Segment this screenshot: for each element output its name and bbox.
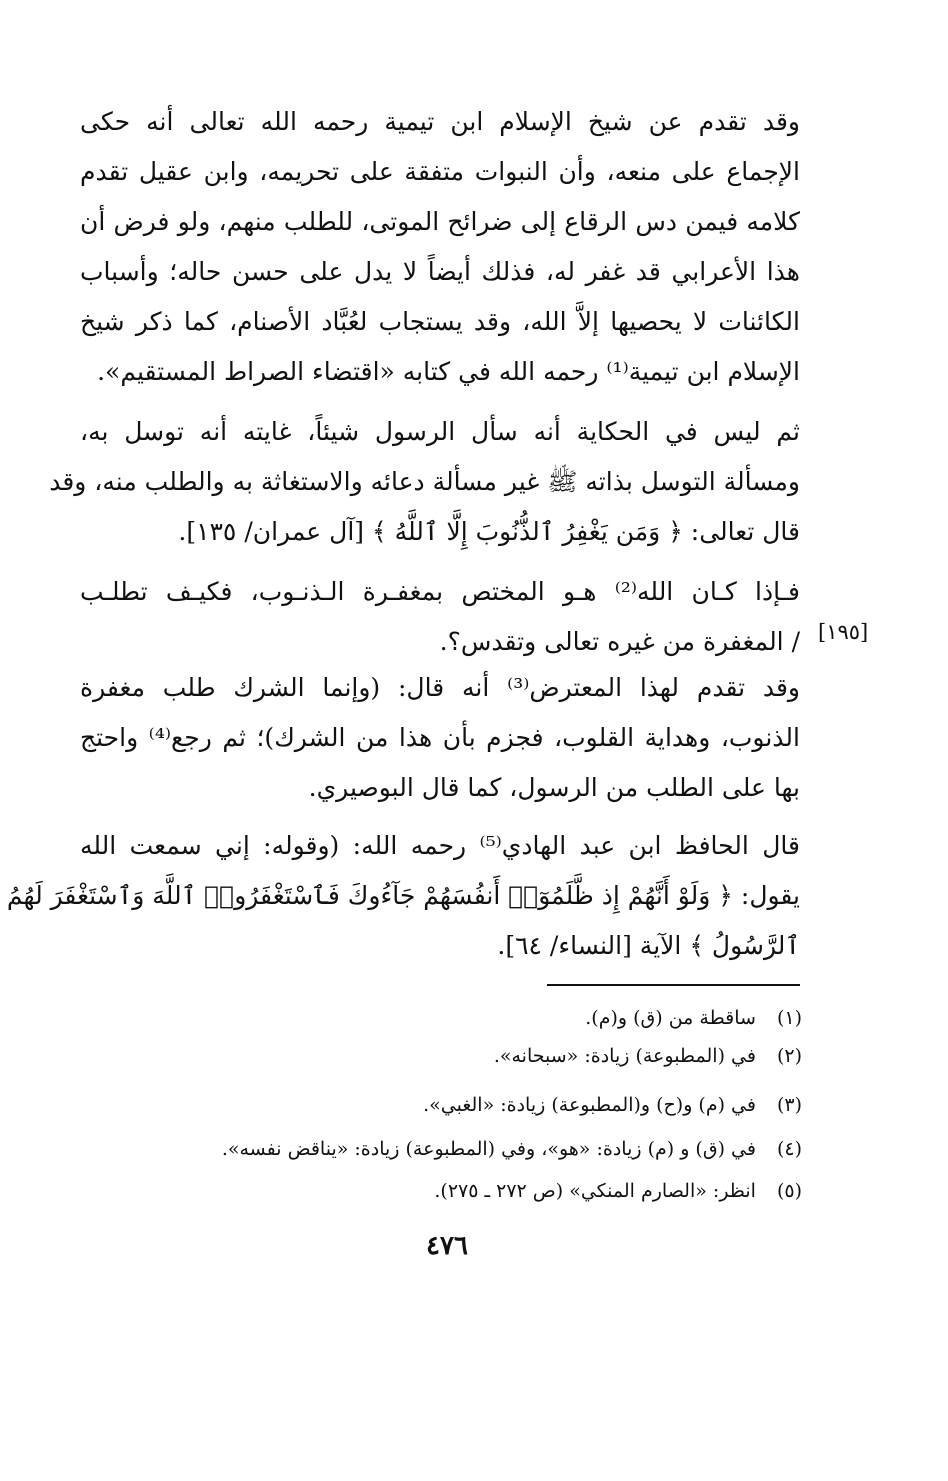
- text-line: الذنوب، وهداية القلوب، فجزم بأن هذا من الشرك)؛ ثم رجع⁽⁴⁾ واحتج: [80, 723, 800, 752]
- footnote-number: (٤): [776, 1138, 802, 1160]
- footnote-text: في (المطبوعة) زيادة: «سبحانه».: [493, 1045, 756, 1067]
- text-line: الإسلام ابن تيمية⁽¹⁾ رحمه الله في كتابه «اقتضاء الصراط المستقيم».: [97, 357, 800, 386]
- paragraph-5: [6, 821, 800, 971]
- footnote-5: [82, 1175, 802, 1207]
- text-line: ثم ليس في الحكاية أنه سأل الرسول شيئاً، غايته أنه توسل به،: [80, 417, 800, 446]
- text-line: / المغفرة من غيره تعالى وتقدس؟.: [439, 627, 800, 656]
- footnote-4: [82, 1133, 802, 1165]
- footnote-separator: [547, 984, 800, 986]
- footnote-number: (٥): [776, 1180, 802, 1202]
- footnote-text: ساقطة من (ق) و(م).: [585, 1007, 756, 1029]
- footnote-number: (١): [776, 1007, 802, 1029]
- text-line: هذا الأعرابي قد غفر له، فذلك أيضاً لا يدل على حسن حاله؛ وأسباب: [80, 257, 800, 286]
- footnote-number: (٣): [776, 1094, 802, 1116]
- page-number: ٤٧٦: [426, 1231, 468, 1261]
- text-line: قال تعالى: ﴿ وَمَن يَغْفِرُ ٱلذُّنُوبَ إِلَّا ٱللَّهُ ﴾ [آل عمران/ ١٣٥].: [178, 517, 800, 546]
- paragraph-3: [80, 567, 800, 667]
- text-line: قال الحافظ ابن عبد الهادي⁽⁵⁾ رحمه الله: (وقوله: إني سمعت الله: [80, 831, 800, 860]
- footnote-text: في (ق) و (م) زيادة: «هو»، وفي (المطبوعة) زيادة: «يناقض نفسه».: [221, 1138, 756, 1160]
- footnote-2: [82, 1040, 802, 1072]
- text-line: ٱلرَّسُولُ ﴾ الآية [النساء/ ٦٤].: [497, 931, 800, 960]
- paragraph-1: [80, 97, 800, 397]
- text-line: بها على الطلب من الرسول، كما قال البوصيري.: [308, 773, 800, 802]
- manuscript-page-reference: [١٩٥]: [818, 620, 869, 644]
- footnote-text: انظر: «الصارم المنكي» (ص ٢٧٢ ـ ٢٧٥).: [434, 1180, 756, 1202]
- paragraph-4: [80, 663, 800, 813]
- text-line: الإجماع على منعه، وأن النبوات متفقة على تحريمه، وابن عقيل تقدم: [80, 157, 800, 186]
- text-line: وقد تقدم لهذا المعترض⁽³⁾ أنه قال: (وإنما الشرك طلب مغفرة: [80, 673, 801, 702]
- text-line: فـإذا كـان الله⁽²⁾ هـو المختص بمغفـرة الـذنـوب، فكيـف تطلـب: [80, 577, 800, 606]
- footnote-number: (٢): [776, 1045, 802, 1067]
- text-line: ومسألة التوسل بذاته ﷺ غير مسألة دعائه والاستغاثة به والطلب منه، وقد: [49, 467, 800, 496]
- text-line: الكائنات لا يحصيها إلاَّ الله، وقد يستجاب لعُبَّاد الأصنام، كما ذكر شيخ: [80, 307, 800, 336]
- footnote-1: [82, 1002, 802, 1034]
- text-line: يقول: ﴿ وَلَوْ أَنَّهُمْ إِذ ظَّلَمُوٓا۟ أَنفُسَهُمْ جَآءُوكَ فَٱسْتَغْفَرُوا۟ ٱللَّهَ وَٱسْتَغْفَرَ لَهُمُ: [6, 881, 800, 910]
- text-line: وقد تقدم عن شيخ الإسلام ابن تيمية رحمه الله تعالى أنه حكى: [80, 107, 800, 136]
- footnote-3: [82, 1089, 802, 1121]
- text-line: كلامه فيمن دس الرقاع إلى ضرائح الموتى، للطلب منهم، ولو فرض أن: [80, 207, 800, 236]
- paragraph-2: [49, 407, 800, 557]
- footnote-text: في (م) و(ح) و(المطبوعة) زيادة: «الغبي».: [423, 1094, 756, 1116]
